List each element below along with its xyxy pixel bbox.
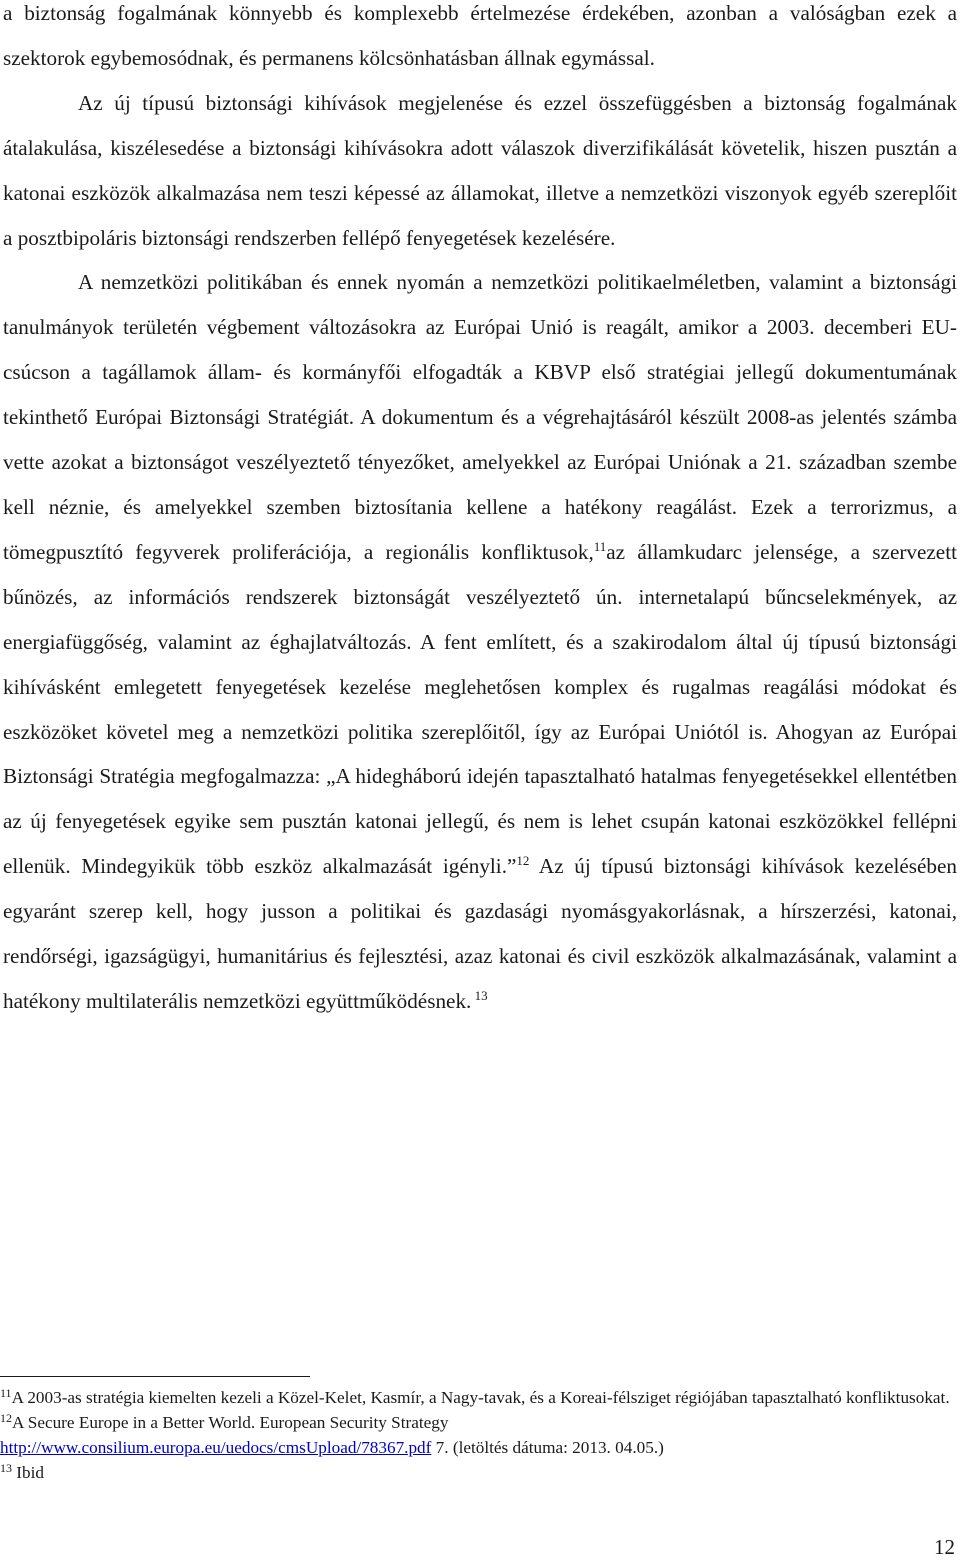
footnote-number: 12: [0, 1411, 12, 1425]
footnote-text: A 2003-as stratégia kiemelten kezeli a Közel-Kelet, Kasmír, a Nagy-tavak, és a Koreai-félsziget régiójában tapasztalható konfliktusokat.: [11, 1388, 950, 1407]
page-number: 12: [934, 1535, 955, 1559]
footnote-reference: 11: [593, 538, 607, 554]
footnote-number: 13: [0, 1461, 12, 1475]
footnote-reference: 13: [471, 987, 488, 1003]
paragraph: [3, 81, 957, 261]
text-run: Az új típusú biztonsági kihívások megjelenése és ezzel összefüggésben a biztonság fogalmának átalakulása, kiszélesedése a biztonsági kihívásokra adott válaszok diverzifikálását követelik, hiszen pusztán a katonai eszközök alkalmazása nem teszi képessé az államokat, illetve a nemzetközi viszonyok egyéb szereplőit a posztbipoláris biztonsági rendszerben fellépő fenyegetések kezelésére.: [3, 90, 957, 250]
footnote-12: [0, 1410, 954, 1460]
document-page: [3, 0, 957, 1033]
paragraph: [3, 0, 957, 81]
footnotes: [0, 1385, 954, 1485]
text-run: a biztonság fogalmának könnyebb és komplexebb értelmezése érdekében, azonban a valóságban ezek a szektorok egybemosódnak, és permanens kölcsönhatásban állnak egymással.: [3, 1, 957, 70]
footnote-separator: [0, 1376, 310, 1377]
footnote-reference: 12: [516, 853, 530, 869]
footnote-link[interactable]: http://www.consilium.europa.eu/uedocs/cmsUpload/78367.pdf: [0, 1438, 432, 1457]
footnote-11: [0, 1385, 954, 1410]
footnote-text: A Secure Europe in a Better World. European Security Strategy: [12, 1413, 449, 1432]
paragraph: [3, 260, 957, 1023]
footnote-number: 11: [0, 1386, 12, 1400]
text-run: Az új típusú biztonsági kihívások kezelésében egyaránt szerep kell, hogy jusson a politikai és gazdasági nyomásgyakorlásnak, a hírszerzési, katonai, rendőrségi, igazságügyi, humanitárius és fejlesztési, azaz katonai és civil eszközök alkalmazásának, valamint a hatékony multilaterális nemzetközi együttműködésnek.: [3, 854, 958, 1013]
footnote-13: [0, 1460, 954, 1485]
text-run: A nemzetközi politikában és ennek nyomán a nemzetközi politikaelméletben, valamint a biztonsági tanulmányok területén végbement változásokra az Európai Unió is reagált, amikor a 2003. decemberi EU-csúcson a tagállamok állam- és kormányfői elfogadták a KBVP első stratégiai jellegű dokumentumának tekinthető Európai Biztonsági Stratégiát. A dokumentum és a végrehajtásáról készült 2008-as jelentés számba vette azokat a biztonságot veszélyeztető tényezőket, amelyekkel az Európai Uniónak a 21. században szembe kell néznie, és amelyekkel szemben biztosítania kellene a hatékony reagálást. Ezek a terrorizmus, a tömegpusztító fegyverek proliferációja, a regionális konfliktusok,: [3, 270, 957, 564]
footnote-text: 7. (letöltés dátuma: 2013. 04.05.): [431, 1438, 664, 1457]
text-run: az államkudarc jelensége, a szervezett bűnözés, az információs rendszerek biztonságát veszélyeztető ún. internetalapú bűncselekmények, az energiafüggőség, valamint az éghajlatváltozás. A fent említett, és a szakirodalom által új típusú biztonsági kihívásként emlegetett fenyegetések kezelése meglehetősen komplex és rugalmas reagálási módokat és eszközöket követel meg a nemzetközi politika szereplőitől, így az Európai Uniótól is. Ahogyan az Európai Biztonsági Stratégia megfogalmazza: „A hidegháború idején tapasztalható hatalmas fenyegetésekkel ellentétben az új fenyegetések egyike sem pusztán katonai jellegű, és nem is lehet csupán katonai eszközökkel fellépni ellenük. Mindegyikük több eszköz alkalmazását igényli.”: [3, 539, 957, 879]
body-text: [3, 0, 957, 1033]
footnote-text: Ibid: [12, 1463, 44, 1482]
